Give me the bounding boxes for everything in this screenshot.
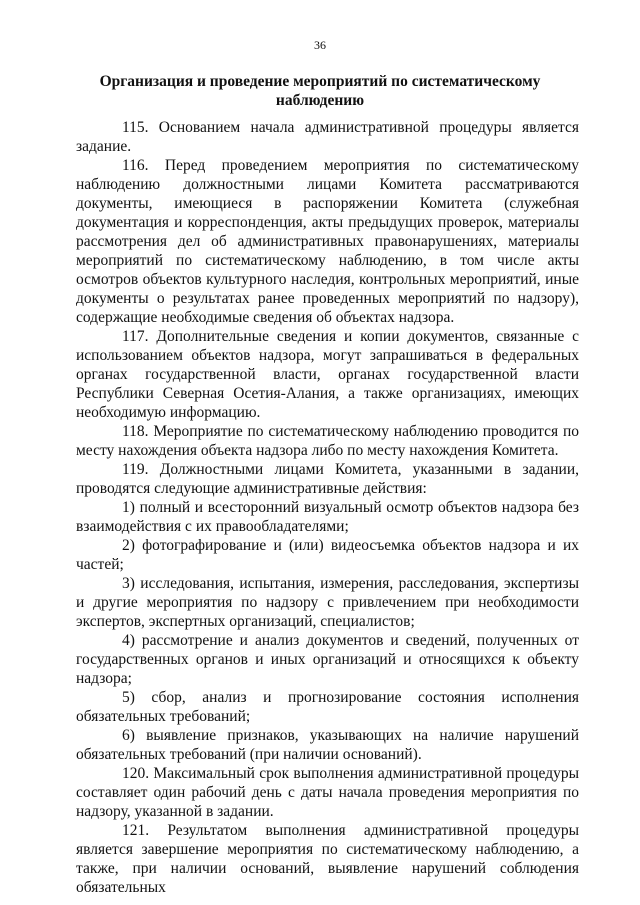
list-item-6: 6) выявление признаков, указывающих на наличие нарушений обязательных требований (при наличии оснований). [76, 727, 579, 763]
paragraph-116: 116. Перед проведением мероприятия по систематическому наблюдению должностными лицами Комитета рассматриваются документы, имеющиеся в распоряжении Комитета (служебная документация и корреспонденция, акты предыдущих проверок, материалы рассмотрения дел об административных правонарушениях, материалы мероприятий по систематическому наблюдению, в том числе акты осмотров объектов культурного наследия, контрольных мероприятий, иные документы о результатах ранее проведенных мероприятий по надзору), содержащие необходимые сведения об объектах надзора. [76, 157, 579, 326]
paragraph-121: 121. Результатом выполнения административной процедуры является завершение мероприятия по систематическому наблюдению, а также, при наличии оснований, выявление нарушений соблюдения обязательных [76, 822, 579, 896]
page-number: 36 [314, 38, 326, 52]
paragraph-117: 117. Дополнительные сведения и копии документов, связанные с использованием объектов надзора, могут запрашиваться в федеральных органах государственной власти, органах государственной власти Республики Северная Осетия-Алания, а также организациях, имеющих необходимую информацию. [76, 328, 579, 421]
list-item-4: 4) рассмотрение и анализ документов и сведений, полученных от государственных органов и иных организаций и относящихся к объекту надзора; [76, 632, 579, 687]
list-item-2: 2) фотографирование и (или) видеосъемка объектов надзора и их частей; [76, 537, 579, 573]
list-item-3: 3) исследования, испытания, измерения, расследования, экспертизы и другие мероприятия по надзору с привлечением при необходимости экспертов, экспертных организаций, специалистов; [76, 575, 579, 630]
list-item-1: 1) полный и всесторонний визуальный осмотр объектов надзора без взаимодействия с их правообладателями; [76, 499, 579, 535]
section-title: Организация и проведение мероприятий по систематическому наблюдению [99, 73, 541, 109]
body-text [76, 118, 579, 897]
paragraph-115: 115. Основанием начала административной процедуры является задание. [76, 119, 579, 155]
list-item-5: 5) сбор, анализ и прогнозирование состояния исполнения обязательных требований; [76, 689, 579, 725]
paragraph-118: 118. Мероприятие по систематическому наблюдению проводится по месту нахождения объекта надзора либо по месту нахождения Комитета. [76, 423, 579, 459]
paragraph-119: 119. Должностными лицами Комитета, указанными в задании, проводятся следующие административные действия: [76, 461, 579, 497]
paragraph-120: 120. Максимальный срок выполнения административной процедуры составляет один рабочий день с даты начала проведения мероприятия по надзору, указанной в задании. [76, 765, 579, 820]
